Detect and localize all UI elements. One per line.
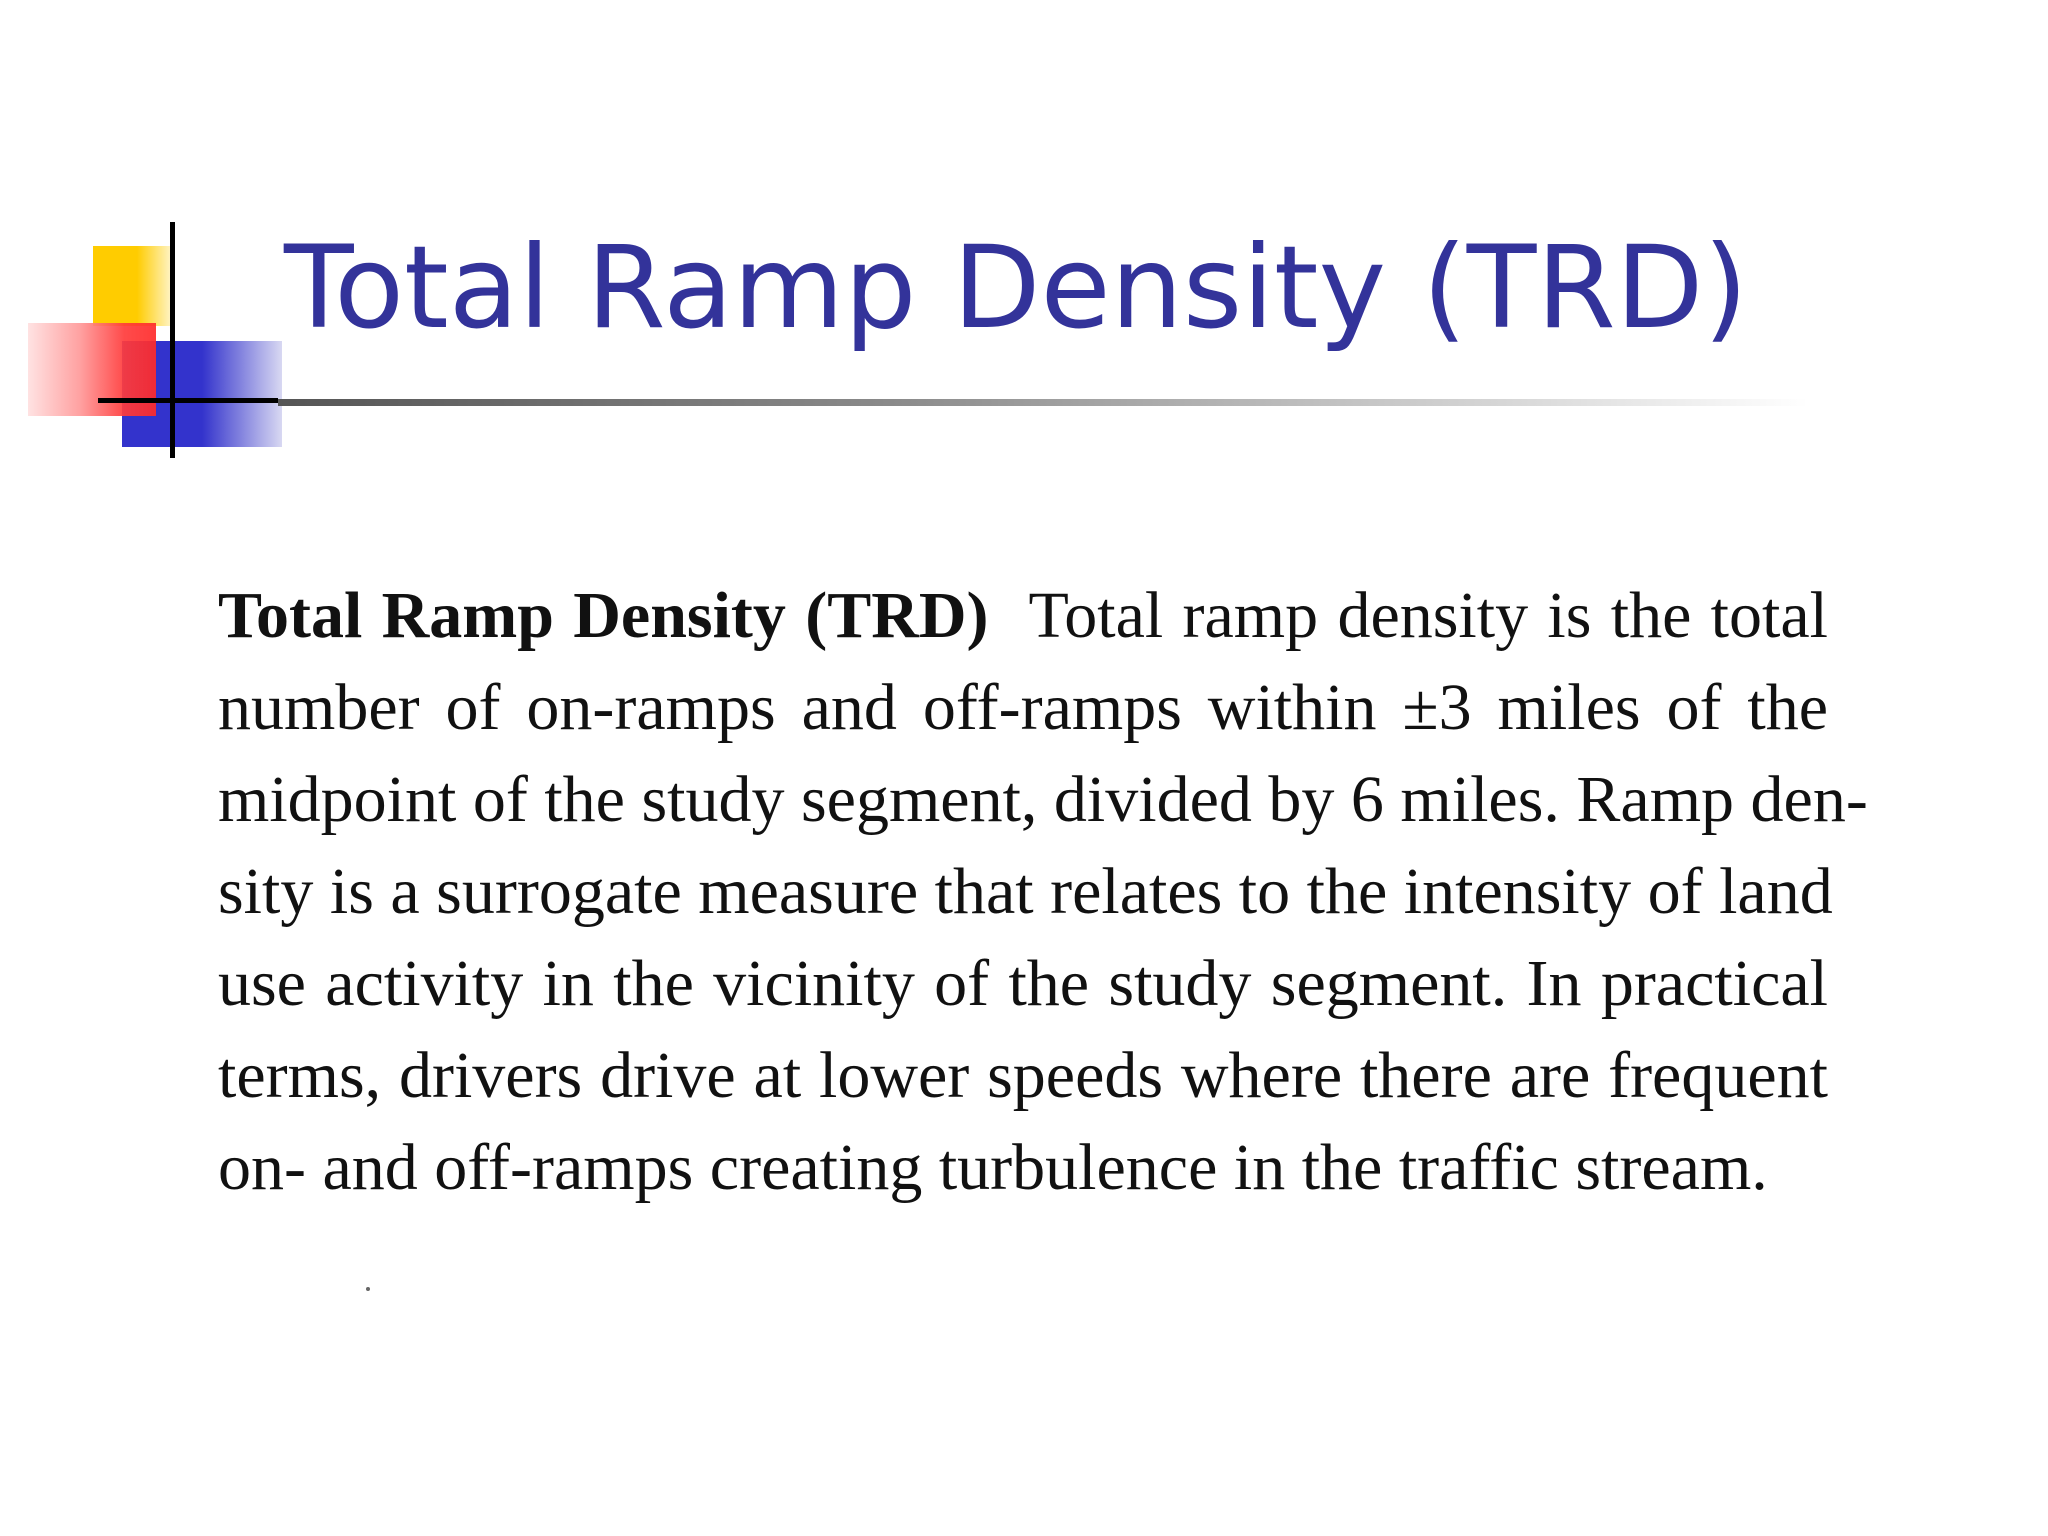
title-underline bbox=[278, 399, 1808, 406]
defined-term: Total Ramp Density (TRD) bbox=[218, 579, 989, 652]
logo-yellow-square bbox=[93, 246, 173, 326]
excerpt-line-1-text: Total ramp density is the total bbox=[1028, 579, 1828, 652]
excerpt-line-3: midpoint of the study segment, divided by 6 miles. Ramp den- bbox=[218, 763, 1868, 836]
scan-speck bbox=[366, 1287, 370, 1291]
excerpt-line-6: terms, drivers drive at lower speeds where there are frequent bbox=[218, 1039, 1828, 1112]
logo-horizontal-line bbox=[98, 398, 278, 403]
excerpt-line-7: on- and off-ramps creating turbulence in the traffic stream. bbox=[218, 1131, 1768, 1204]
logo-vertical-line bbox=[170, 222, 175, 458]
excerpt-line-4: sity is a surrogate measure that relates to the intensity of land bbox=[218, 855, 1833, 928]
excerpt-line-1 bbox=[218, 570, 1828, 662]
definition-excerpt bbox=[218, 570, 1868, 1214]
excerpt-line-5: use activity in the vicinity of the study segment. In practical bbox=[218, 947, 1828, 1020]
excerpt-line-2: number of on-ramps and off-ramps within ±3 miles of the bbox=[218, 671, 1828, 744]
slide-title: Total Ramp Density (TRD) bbox=[284, 221, 1748, 354]
